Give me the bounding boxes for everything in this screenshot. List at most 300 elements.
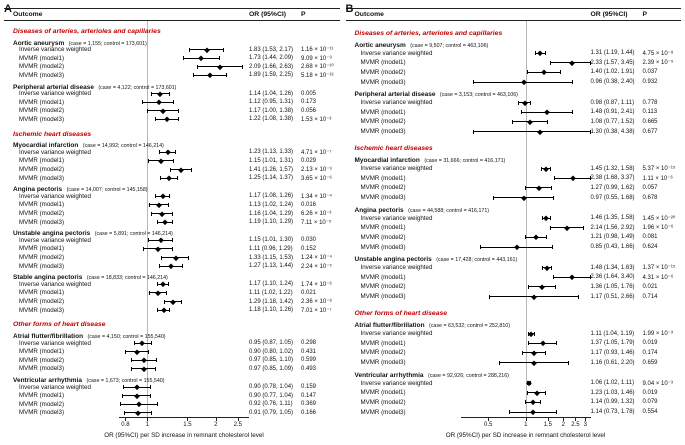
- outcome-row: [346, 38, 682, 49]
- panel-letter: B: [345, 3, 354, 15]
- outcome-row: [4, 36, 340, 45]
- method-label: MVMR (model3): [360, 243, 406, 251]
- outcome-row: [346, 318, 682, 329]
- or-ci-value: 2.36 (1.64, 3.40): [590, 274, 635, 281]
- p-value: 0.599: [301, 357, 317, 364]
- point-estimate-marker: [569, 60, 574, 65]
- x-axis-tick-label: 2.5: [571, 422, 580, 428]
- point-estimate-marker: [159, 158, 164, 163]
- column-header-outcome: Outcome: [13, 11, 43, 18]
- ci-cap-left: [147, 109, 148, 113]
- method-label: MVMR (model1): [19, 289, 65, 297]
- estimate-row: [346, 183, 682, 193]
- or-ci-value: 1.14 (1.04, 1.26): [249, 90, 294, 97]
- method-label: Inverse variance weighted: [19, 236, 91, 244]
- estimate-row: [346, 127, 682, 137]
- point-estimate-marker: [162, 220, 167, 225]
- point-estimate-marker: [570, 176, 575, 181]
- point-estimate-marker: [160, 194, 165, 199]
- estimate-row: [346, 329, 682, 339]
- point-estimate-marker: [527, 119, 532, 124]
- point-estimate-marker: [160, 282, 165, 287]
- p-value: 5.37 × 10⁻¹⁵: [642, 166, 676, 173]
- p-value: 0.019: [642, 389, 658, 396]
- x-axis-tick: [238, 418, 239, 421]
- method-label: MVMR (model2): [19, 400, 65, 408]
- p-value: 0.624: [642, 244, 658, 251]
- outcome-row: [346, 368, 682, 379]
- outcome-case-control: (case = 4,150; control = 155,540): [87, 334, 166, 341]
- method-label: Inverse variance weighted: [19, 192, 91, 200]
- method-label: MVMR (model2): [19, 254, 65, 262]
- section-title: Diseases of arteries, arterioles and capillaries: [354, 29, 503, 37]
- estimate-row: [346, 68, 682, 78]
- ci-cap-left: [193, 73, 194, 77]
- point-estimate-marker: [540, 341, 545, 346]
- ci-cap-right: [550, 167, 551, 171]
- ci-cap-left: [521, 110, 522, 114]
- x-axis-tick: [548, 418, 549, 421]
- estimate-row: [346, 407, 682, 417]
- x-axis-title-wrap: [4, 432, 340, 442]
- outcome-name: Atrial flutter/fibrillation: [354, 322, 425, 330]
- point-estimate-marker: [168, 264, 173, 269]
- p-value: 0.493: [301, 365, 317, 372]
- ci-cap-left: [149, 291, 150, 295]
- p-value: 0.678: [642, 194, 658, 201]
- point-estimate-marker: [156, 100, 161, 105]
- outcome-row: [4, 183, 340, 192]
- column-header-or: OR (95%CI): [590, 11, 628, 18]
- ci-cap-left: [489, 295, 490, 299]
- ci-cap-right: [223, 48, 224, 52]
- method-label: MVMR (model2): [19, 166, 65, 174]
- or-ci-value: 0.90 (0.78, 1.04): [249, 384, 294, 391]
- p-value: 2.13 × 10⁻⁹: [301, 167, 332, 174]
- x-axis-tick: [488, 418, 489, 421]
- outcome-case-control: (case = 1,155; control = 173,601): [68, 40, 147, 47]
- p-value: 2.36 × 10⁻⁸: [301, 299, 332, 306]
- estimate-row: [4, 209, 340, 218]
- method-label: MVMR (model3): [19, 306, 65, 314]
- ci-cap-left: [512, 120, 513, 124]
- ci-cap-left: [493, 196, 494, 200]
- ci-cap-left: [525, 235, 526, 239]
- column-header-plot-spacer: [461, 11, 591, 18]
- ci-cap-right: [242, 65, 243, 69]
- ci-cap-left: [499, 361, 500, 365]
- method-label: MVMR (model1): [360, 389, 406, 397]
- point-estimate-marker: [140, 341, 145, 346]
- method-label: Inverse variance weighted: [19, 148, 91, 156]
- ci-cap-right: [550, 216, 551, 220]
- ci-cap-left: [157, 220, 158, 224]
- p-value: 0.174: [642, 349, 658, 356]
- or-ci-value: 1.12 (0.95, 1.31): [249, 99, 294, 106]
- method-label: MVMR (model3): [19, 71, 65, 79]
- p-value: 0.019: [642, 340, 658, 347]
- point-estimate-marker: [204, 47, 209, 52]
- ci-cap-left: [155, 194, 156, 198]
- p-value: 0.037: [642, 69, 658, 76]
- point-estimate-marker: [514, 245, 519, 250]
- method-label: MVMR (model2): [19, 63, 65, 71]
- point-estimate-marker: [534, 390, 539, 395]
- ci-cap-left: [124, 411, 125, 415]
- estimate-row: [346, 263, 682, 273]
- outcome-row: [4, 139, 340, 148]
- outcome-row: [4, 80, 340, 89]
- outcome-name: Peripheral arterial disease: [354, 91, 436, 99]
- outcome-case-control: (case = 17,428; control = 443,161): [436, 257, 518, 264]
- method-label: MVMR (model1): [19, 54, 65, 62]
- p-value: 0.056: [301, 107, 317, 114]
- point-estimate-marker: [134, 349, 139, 354]
- ci-cap-right: [572, 110, 573, 114]
- panel-B: [346, 3, 682, 442]
- method-label: MVMR (model2): [19, 298, 65, 306]
- or-ci-value: 0.97 (0.85, 1.10): [249, 357, 294, 364]
- estimate-row: [4, 253, 340, 262]
- ci-cap-left: [160, 176, 161, 180]
- or-ci-value: 1.83 (1.53, 2.17): [249, 46, 294, 53]
- outcome-case-control: (case = 1,673; control = 155,540): [86, 378, 165, 385]
- point-estimate-marker: [536, 185, 541, 190]
- ci-cap-left: [527, 70, 528, 74]
- p-value: 7.01 × 10⁻⁷: [301, 307, 332, 314]
- estimate-row: [346, 58, 682, 68]
- estimate-row: [4, 157, 340, 166]
- method-label: Inverse variance weighted: [360, 379, 433, 387]
- method-label: Inverse variance weighted: [19, 90, 91, 98]
- or-ci-value: 1.46 (1.35, 1.58): [590, 215, 635, 222]
- p-value: 0.081: [642, 234, 658, 241]
- or-ci-value: 1.23 (1.03, 1.46): [590, 389, 635, 396]
- or-ci-value: 1.18 (1.10, 1.26): [249, 307, 294, 314]
- ci-cap-right: [188, 256, 189, 260]
- p-value: 2.24 × 10⁻⁵: [301, 263, 332, 270]
- or-ci-value: 0.97 (0.85, 1.09): [249, 365, 294, 372]
- estimate-row: [346, 388, 682, 398]
- ci-cap-right: [546, 235, 547, 239]
- ci-cap-right: [178, 117, 179, 121]
- point-estimate-marker: [136, 410, 141, 415]
- outcome-name: Aortic aneurysm: [354, 41, 406, 49]
- ci-cap-left: [170, 168, 171, 172]
- method-label: Inverse variance weighted: [360, 214, 433, 222]
- outcome-name: Ventricular arrhythmia: [354, 371, 424, 379]
- or-ci-value: 0.85 (0.43, 1.66): [590, 244, 635, 251]
- or-ci-value: 1.29 (1.18, 1.42): [249, 298, 294, 305]
- or-ci-value: 1.17 (0.93, 1.46): [590, 349, 635, 356]
- point-estimate-marker: [543, 166, 548, 171]
- ci-cap-right: [168, 282, 169, 286]
- p-value: 0.021: [301, 289, 317, 296]
- or-ci-value: 1.89 (1.59, 2.25): [249, 72, 294, 79]
- p-value: 1.99 × 10⁻³: [642, 331, 673, 338]
- or-ci-value: 1.48 (1.34, 1.63): [590, 264, 635, 271]
- point-estimate-marker: [538, 51, 543, 56]
- point-estimate-marker: [544, 215, 549, 220]
- method-label: MVMR (model2): [360, 184, 406, 192]
- point-estimate-marker: [164, 117, 169, 122]
- ci-cap-left: [161, 256, 162, 260]
- p-value: 4.31 × 10⁻⁶: [642, 274, 674, 281]
- p-value: 1.53 × 10⁻³: [301, 116, 332, 123]
- p-value: 7.11 × 10⁻⁵: [301, 219, 332, 226]
- outcome-case-control: (case = 3,153; control = 463,106): [439, 92, 518, 99]
- ci-cap-right: [169, 308, 170, 312]
- ci-cap-right: [148, 350, 149, 354]
- estimate-row: [4, 236, 340, 245]
- or-ci-value: 1.11 (1.02, 1.22): [249, 289, 293, 296]
- point-estimate-marker: [142, 366, 147, 371]
- estimate-row: [346, 164, 682, 174]
- method-label: MVMR (model1): [360, 174, 406, 182]
- outcome-name: Aortic aneurysm: [13, 39, 65, 47]
- estimate-row: [4, 383, 340, 392]
- ci-cap-right: [175, 150, 176, 154]
- point-estimate-marker: [159, 211, 164, 216]
- ci-cap-left: [522, 351, 523, 355]
- p-value: 0.659: [642, 359, 658, 366]
- estimate-row: [346, 282, 682, 292]
- ci-cap-right: [545, 391, 546, 395]
- ci-cap-right: [191, 168, 192, 172]
- estimate-row: [4, 148, 340, 157]
- point-estimate-marker: [540, 284, 545, 289]
- p-value: 9.04 × 10⁻³: [642, 380, 673, 387]
- panel-A: [4, 3, 340, 442]
- estimate-row: [4, 400, 340, 409]
- method-label: MVMR (model3): [19, 218, 65, 226]
- or-ci-value: 1.48 (0.91, 2.41): [590, 109, 635, 116]
- ci-cap-right: [181, 300, 182, 304]
- ci-cap-left: [525, 400, 526, 404]
- outcome-name: Angina pectoris: [13, 186, 63, 194]
- p-value: 6.26 × 10⁻³: [301, 211, 332, 218]
- x-axis-title-wrap: [346, 432, 682, 442]
- estimate-row: [4, 409, 340, 418]
- ci-cap-right: [553, 196, 554, 200]
- p-value: 1.96 × 10⁻⁶: [642, 225, 674, 232]
- or-ci-value: 1.14 (0.99, 1.32): [590, 399, 635, 406]
- ci-cap-right: [151, 411, 152, 415]
- ci-cap-left: [122, 394, 123, 398]
- p-value: 1.74 × 10⁻⁶: [301, 281, 332, 288]
- estimate-row: [4, 297, 340, 306]
- ci-cap-right: [556, 410, 557, 414]
- outcome-row: [4, 271, 340, 280]
- ci-cap-left: [151, 212, 152, 216]
- ci-cap-right: [182, 264, 183, 268]
- x-axis-tick-label: 0.5: [484, 422, 493, 428]
- estimate-row: [346, 398, 682, 408]
- method-label: Inverse variance weighted: [360, 264, 433, 272]
- method-label: MVMR (model1): [360, 273, 406, 281]
- p-value: 0.665: [642, 118, 658, 125]
- or-ci-value: 1.33 (1.15, 1.53): [249, 254, 294, 261]
- x-axis-tick: [216, 418, 217, 421]
- column-header-or: OR (95%CI): [249, 11, 287, 18]
- x-axis-line: [461, 417, 591, 428]
- ci-cap-right: [150, 385, 151, 389]
- estimate-row: [4, 201, 340, 210]
- outcome-name: Unstable angina pectoris: [354, 256, 432, 264]
- p-value: 0.016: [301, 201, 317, 208]
- or-ci-value: 1.45 (1.32, 1.58): [590, 165, 635, 172]
- or-ci-value: 1.37 (1.05, 1.79): [590, 340, 635, 347]
- method-label: MVMR (model3): [360, 78, 406, 86]
- or-ci-value: 1.17 (1.10, 1.24): [249, 281, 294, 288]
- ci-cap-left: [527, 391, 528, 395]
- column-header-plot-spacer: [119, 11, 249, 18]
- x-axis-tick-label: 0.8: [121, 422, 130, 428]
- ci-cap-right: [219, 56, 220, 60]
- outcome-case-control: (case = 18,833; control = 146,214): [86, 275, 168, 282]
- or-ci-value: 1.08 (0.77, 1.52): [590, 118, 635, 125]
- method-label: MVMR (model1): [19, 245, 65, 253]
- point-estimate-marker: [531, 360, 536, 365]
- outcome-case-control: (case = 5,891; control = 146,214): [94, 231, 173, 238]
- outcome-name: Myocardial infarction: [13, 142, 79, 150]
- column-header-p: P: [301, 11, 306, 18]
- estimate-row: [346, 378, 682, 388]
- or-ci-value: 1.19 (1.10, 1.29): [249, 219, 294, 226]
- point-estimate-marker: [534, 235, 539, 240]
- ci-cap-right: [173, 100, 174, 104]
- point-estimate-marker: [155, 246, 160, 251]
- ci-cap-right: [177, 176, 178, 180]
- ci-cap-right: [169, 194, 170, 198]
- ci-cap-right: [173, 159, 174, 163]
- or-ci-value: 0.95 (0.87, 1.05): [249, 340, 294, 347]
- method-label: MVMR (model3): [360, 128, 406, 136]
- estimate-row: [4, 115, 340, 124]
- p-value: 1.45 × 10⁻²⁰: [642, 215, 676, 222]
- or-ci-value: 1.40 (1.02, 1.91): [590, 69, 635, 76]
- point-estimate-marker: [530, 410, 535, 415]
- outcome-case-control: (case = 14,992; control = 146,214): [82, 143, 164, 150]
- p-value: 0.677: [642, 128, 658, 135]
- ci-cap-right: [572, 80, 573, 84]
- estimate-row: [4, 45, 340, 54]
- point-estimate-marker: [170, 299, 175, 304]
- estimate-row: [346, 272, 682, 282]
- or-ci-value: 1.16 (1.04, 1.29): [249, 210, 294, 217]
- method-label: MVMR (model3): [360, 359, 406, 367]
- ci-cap-right: [590, 176, 591, 180]
- point-estimate-marker: [208, 73, 213, 78]
- ci-cap-left: [183, 56, 184, 60]
- estimate-row: [4, 347, 340, 356]
- p-value: 4.71 × 10⁻⁷: [301, 149, 332, 156]
- x-axis-tick: [585, 418, 586, 421]
- or-ci-value: 0.97 (0.55, 1.68): [590, 194, 635, 201]
- or-ci-value: 0.98 (0.87, 1.11): [590, 99, 635, 106]
- outcome-case-control: (case = 9,507; control = 463,106): [410, 42, 489, 49]
- method-label: Inverse variance weighted: [19, 46, 91, 54]
- p-value: 0.113: [642, 109, 658, 116]
- ci-cap-left: [197, 65, 198, 69]
- or-ci-value: 0.92 (0.76, 1.11): [249, 401, 293, 408]
- estimate-row: [346, 233, 682, 243]
- estimate-row: [346, 292, 682, 302]
- ci-cap-right: [560, 70, 561, 74]
- or-ci-value: 1.23 (1.13, 1.33): [249, 149, 294, 156]
- x-axis-tick-label: 2.5: [233, 422, 242, 428]
- section-title: Other forms of heart disease: [354, 310, 448, 318]
- point-estimate-marker: [218, 64, 223, 69]
- outcome-row: [4, 227, 340, 236]
- ci-cap-left: [120, 402, 121, 406]
- ci-cap-left: [528, 341, 529, 345]
- or-ci-value: 2.38 (1.68, 3.37): [590, 175, 635, 182]
- point-estimate-marker: [160, 108, 165, 113]
- ci-cap-right: [169, 92, 170, 96]
- p-value: 0.932: [642, 79, 658, 86]
- ci-cap-right: [568, 361, 569, 365]
- p-value: 0.173: [301, 99, 317, 106]
- p-value: 0.030: [301, 237, 317, 244]
- or-ci-value: 1.17 (1.00, 1.38): [249, 107, 294, 114]
- outcome-name: Peripheral arterial disease: [13, 83, 94, 91]
- ci-cap-right: [578, 295, 579, 299]
- point-estimate-marker: [544, 265, 549, 270]
- point-estimate-marker: [532, 350, 537, 355]
- method-label: MVMR (model2): [360, 398, 406, 406]
- x-axis: [346, 417, 682, 432]
- ci-cap-left: [535, 51, 536, 55]
- point-estimate-marker: [161, 308, 166, 313]
- p-value: 0.159: [301, 384, 317, 391]
- outcome-row: [346, 203, 682, 214]
- x-axis: [4, 417, 340, 432]
- or-ci-value: 1.15 (1.01, 1.31): [249, 157, 294, 164]
- method-label: MVMR (model2): [19, 210, 65, 218]
- ci-cap-right: [583, 226, 584, 230]
- or-ci-value: 1.31 (1.19, 1.44): [590, 50, 635, 57]
- ci-cap-right: [590, 61, 591, 65]
- estimate-row: [346, 117, 682, 127]
- p-value: 0.369: [301, 401, 317, 408]
- ci-cap-right: [155, 367, 156, 371]
- method-label: Inverse variance weighted: [19, 383, 91, 391]
- p-value: 0.554: [642, 409, 658, 416]
- method-label: MVMR (model1): [360, 339, 406, 347]
- or-ci-value: 1.27 (1.13, 1.44): [249, 263, 294, 270]
- x-axis-tick: [526, 418, 527, 421]
- point-estimate-marker: [137, 402, 142, 407]
- ci-cap-right: [555, 285, 556, 289]
- or-ci-value: 1.15 (1.01, 1.30): [249, 237, 294, 244]
- estimate-row: [4, 306, 340, 315]
- x-axis-title: OR (95%CI) per SD increase in remnant cholesterol level: [104, 432, 264, 439]
- x-axis-tick: [563, 418, 564, 421]
- column-header-row: [4, 8, 340, 21]
- or-ci-value: 1.21 (0.98, 1.49): [590, 234, 635, 241]
- x-axis-tick-label: 1.5: [183, 422, 192, 428]
- section-title: Diseases of arteries, arterioles and capillaries: [13, 27, 161, 35]
- point-estimate-marker: [159, 238, 164, 243]
- p-value: 0.431: [301, 348, 317, 355]
- section-title: Ischemic heart diseases: [13, 130, 92, 138]
- ci-cap-left: [550, 61, 551, 65]
- p-value: 9.09 × 10⁻⁹: [301, 55, 332, 62]
- estimate-row: [4, 89, 340, 98]
- or-ci-value: 1.17 (0.51, 2.66): [590, 293, 635, 300]
- x-axis-tick-label: 1.5: [543, 422, 552, 428]
